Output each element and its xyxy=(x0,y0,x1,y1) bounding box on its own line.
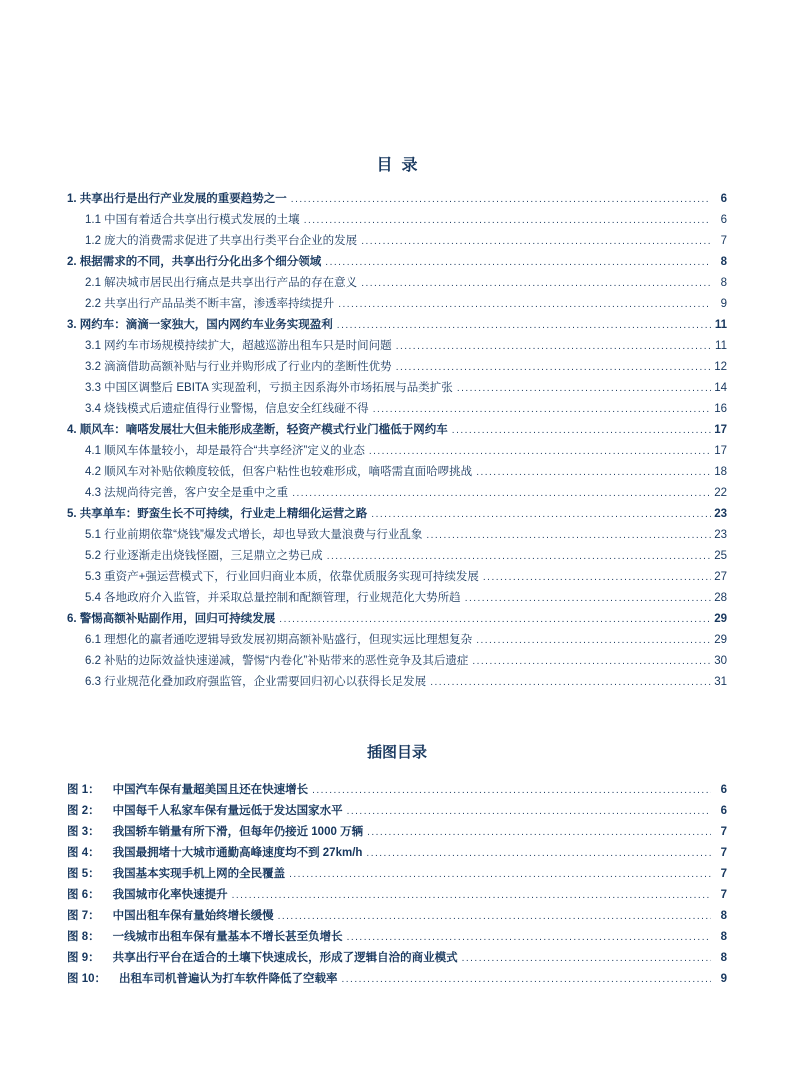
toc-entry[interactable] xyxy=(67,441,727,462)
leader-dots xyxy=(342,969,712,990)
toc-entry[interactable] xyxy=(67,378,727,399)
toc-entry-page-number: 28 xyxy=(714,592,727,604)
toc-entry-label: 3.1 网约车市场规模持续扩大，超越巡游出租车只是时间问题 xyxy=(85,340,392,352)
toc-entry-label: 5.1 行业前期依靠“烧钱”爆发式增长，却也导致大量浪费与行业乱象 xyxy=(85,529,423,541)
leader-dots xyxy=(426,525,711,546)
toc-entry-page-number: 8 xyxy=(720,256,727,268)
leader-dots xyxy=(361,231,711,252)
toc-entry-page-number: 29 xyxy=(714,613,727,625)
toc-entry-label: 4.2 顺风车对补贴依赖度较低，但客户粘性也较难形成，嘀嗒需直面哈啰挑战 xyxy=(85,466,473,478)
figure-entry-page-number: 7 xyxy=(720,868,727,880)
toc-entry[interactable] xyxy=(67,546,727,567)
figure-entry-label: 我国最拥堵十大城市通勤高峰速度均不到 27km/h xyxy=(112,847,363,859)
figure-entry[interactable] xyxy=(67,885,727,906)
figure-entry[interactable] xyxy=(67,801,727,822)
toc-entry-label: 6. 警惕高额补贴副作用，回归可持续发展 xyxy=(67,613,276,625)
leader-dots xyxy=(472,651,711,672)
toc-entry-label: 2.1 解决城市居民出行痛点是共享出行产品的存在意义 xyxy=(85,277,358,289)
leader-dots xyxy=(291,189,711,210)
figure-entry-label: 我国城市化率快速提升 xyxy=(112,889,228,901)
leader-dots xyxy=(476,630,711,651)
figure-entry[interactable] xyxy=(67,948,727,969)
figure-entry[interactable] xyxy=(67,780,727,801)
figure-entry-label: 共享出行平台在适合的土壤下快速成长，形成了逻辑自洽的商业模式 xyxy=(112,952,458,964)
leader-dots xyxy=(312,780,711,801)
toc-entry-page-number: 6 xyxy=(720,193,727,205)
figure-entry-number: 图 3： xyxy=(67,826,100,838)
leader-dots xyxy=(292,483,711,504)
toc-entry[interactable] xyxy=(67,462,727,483)
toc-entry-label: 4.1 顺风车体量较小，却是最符合“共享经济”定义的业态 xyxy=(85,445,365,457)
toc-entry[interactable] xyxy=(67,357,727,378)
figure-entry-label: 我国轿车销量有所下滑，但每年仍接近 1000 万辆 xyxy=(112,826,364,838)
leader-dots xyxy=(465,588,711,609)
toc-entry[interactable] xyxy=(67,210,727,231)
toc-entry[interactable] xyxy=(67,672,727,693)
toc-entry-label: 6.2 补贴的边际效益快速递减，警惕“内卷化”补贴带来的恶性竞争及其后遗症 xyxy=(85,655,469,667)
toc-entry-label: 3.4 烧钱模式后遗症值得行业警惕，信息安全红线碰不得 xyxy=(85,403,369,415)
toc-entry[interactable] xyxy=(67,630,727,651)
toc-entry[interactable] xyxy=(67,420,727,441)
toc-entry-label: 1. 共享出行是出行产业发展的重要趋势之一 xyxy=(67,193,287,205)
figure-entry-label: 中国出租车保有量始终增长缓慢 xyxy=(112,910,274,922)
figures-list xyxy=(67,780,727,990)
figure-entry-label: 一线城市出租车保有量基本不增长甚至负增长 xyxy=(112,931,343,943)
toc-entry-label: 5.3 重资产+强运营模式下，行业回归商业本质，依靠优质服务实现可持续发展 xyxy=(85,571,479,583)
figure-entry[interactable] xyxy=(67,906,727,927)
toc-entry-page-number: 23 xyxy=(714,508,727,520)
leader-dots xyxy=(367,822,711,843)
figure-entry-label: 中国每千人私家车保有量远低于发达国家水平 xyxy=(112,805,343,817)
toc-entry-page-number: 31 xyxy=(714,676,727,688)
toc-entry-label: 2.2 共享出行产品品类不断丰富，渗透率持续提升 xyxy=(85,298,335,310)
toc-list xyxy=(67,189,727,693)
figure-entry-number: 图 10： xyxy=(67,973,106,985)
toc-title: 目 录 xyxy=(376,157,418,174)
toc-entry-label: 6.3 行业规范化叠加政府强监管，企业需要回归初心以获得长足发展 xyxy=(85,676,427,688)
figure-entry-page-number: 7 xyxy=(720,847,727,859)
toc-entry[interactable] xyxy=(67,504,727,525)
leader-dots xyxy=(232,885,711,906)
toc-entry[interactable] xyxy=(67,294,727,315)
toc-entry[interactable] xyxy=(67,567,727,588)
toc-entry[interactable] xyxy=(67,588,727,609)
toc-entry-page-number: 27 xyxy=(714,571,727,583)
figure-entry[interactable] xyxy=(67,969,727,990)
toc-entry-label: 3.3 中国区调整后 EBITA 实现盈利，亏损主因系海外市场拓展与品类扩张 xyxy=(85,382,453,394)
toc-entry-page-number: 14 xyxy=(714,382,727,394)
toc-entry-page-number: 25 xyxy=(714,550,727,562)
toc-entry-label: 6.1 理想化的赢者通吃逻辑导致发展初期高额补贴盛行，但现实远比理想复杂 xyxy=(85,634,473,646)
leader-dots xyxy=(396,336,711,357)
figure-entry-page-number: 6 xyxy=(720,805,727,817)
figure-entry-label: 中国汽车保有量超美国且还在快速增长 xyxy=(112,784,309,796)
toc-entry-label: 4. 顺风车：嘀嗒发展壮大但未能形成垄断，轻资产模式行业门槛低于网约车 xyxy=(67,424,448,436)
toc-entry-page-number: 6 xyxy=(720,214,727,226)
leader-dots xyxy=(430,672,711,693)
figure-entry-label: 出租车司机普遍认为打车软件降低了空载率 xyxy=(119,973,338,985)
toc-entry-page-number: 22 xyxy=(714,487,727,499)
leader-dots xyxy=(452,420,711,441)
leader-dots xyxy=(371,504,711,525)
toc-entry[interactable] xyxy=(67,336,727,357)
toc-entry-label: 1.1 中国有着适合共享出行模式发展的土壤 xyxy=(85,214,300,226)
figure-entry-page-number: 8 xyxy=(720,931,727,943)
toc-entry-label: 5.4 各地政府介入监管，并采取总量控制和配额管理，行业规范化大势所趋 xyxy=(85,592,461,604)
toc-entry[interactable] xyxy=(67,231,727,252)
leader-dots xyxy=(278,906,711,927)
toc-entry-label: 1.2 庞大的消费需求促进了共享出行类平台企业的发展 xyxy=(85,235,358,247)
leader-dots xyxy=(279,609,711,630)
toc-entry[interactable] xyxy=(67,399,727,420)
figure-entry-page-number: 9 xyxy=(720,973,727,985)
figure-entry-page-number: 6 xyxy=(720,784,727,796)
figure-entry-page-number: 8 xyxy=(720,910,727,922)
figure-entry[interactable] xyxy=(67,927,727,948)
figure-entry[interactable] xyxy=(67,843,727,864)
leader-dots xyxy=(304,210,711,231)
leader-dots xyxy=(347,927,711,948)
toc-entry-label: 5. 共享单车：野蛮生长不可持续，行业走上精细化运营之路 xyxy=(67,508,368,520)
figure-entry[interactable] xyxy=(67,864,727,885)
figure-entry-number: 图 5： xyxy=(67,868,100,880)
toc-entry-label: 3. 网约车：滴滴一家独大，国内网约车业务实现盈利 xyxy=(67,319,333,331)
leader-dots xyxy=(361,273,711,294)
toc-entry-label: 5.2 行业逐渐走出烧钱怪圈，三足鼎立之势已成 xyxy=(85,550,323,562)
leader-dots xyxy=(476,462,711,483)
leader-dots xyxy=(337,315,711,336)
toc-entry[interactable] xyxy=(67,609,727,630)
toc-entry[interactable] xyxy=(67,525,727,546)
leader-dots xyxy=(289,864,711,885)
toc-entry-page-number: 12 xyxy=(714,361,727,373)
leader-dots xyxy=(347,801,711,822)
figure-entry-label: 我国基本实现手机上网的全民覆盖 xyxy=(112,868,286,880)
toc-entry-page-number: 17 xyxy=(714,424,727,436)
toc-entry-page-number: 16 xyxy=(714,403,727,415)
toc-entry-label: 3.2 滴滴借助高额补贴与行业并购形成了行业内的垄断性优势 xyxy=(85,361,392,373)
leader-dots xyxy=(396,357,711,378)
figure-entry-number: 图 6： xyxy=(67,889,100,901)
toc-entry[interactable] xyxy=(67,483,727,504)
toc-entry-page-number: 18 xyxy=(714,466,727,478)
leader-dots xyxy=(338,294,711,315)
toc-entry[interactable] xyxy=(67,651,727,672)
figure-entry-page-number: 7 xyxy=(720,826,727,838)
leader-dots xyxy=(366,843,711,864)
toc-entry-page-number: 29 xyxy=(714,634,727,646)
leader-dots xyxy=(327,546,711,567)
toc-entry-label: 2. 根据需求的不同，共享出行分化出多个细分领域 xyxy=(67,256,322,268)
leader-dots xyxy=(373,399,711,420)
leader-dots xyxy=(369,441,711,462)
toc-entry-page-number: 30 xyxy=(714,655,727,667)
toc-entry-page-number: 9 xyxy=(720,298,727,310)
toc-entry-page-number: 17 xyxy=(714,445,727,457)
toc-entry-page-number: 8 xyxy=(720,277,727,289)
toc-entry-page-number: 11 xyxy=(714,319,727,331)
figure-entry-number: 图 2： xyxy=(67,805,100,817)
toc-entry[interactable] xyxy=(67,189,727,210)
toc-entry-page-number: 7 xyxy=(720,235,727,247)
figure-entry-number: 图 1： xyxy=(67,784,100,796)
toc-entry[interactable] xyxy=(67,315,727,336)
toc-entry[interactable] xyxy=(67,252,727,273)
figure-entry-page-number: 7 xyxy=(720,889,727,901)
leader-dots xyxy=(462,948,711,969)
figure-entry-number: 图 8： xyxy=(67,931,100,943)
leader-dots xyxy=(483,567,711,588)
toc-entry-page-number: 11 xyxy=(715,340,727,352)
figure-entry-page-number: 8 xyxy=(720,952,727,964)
toc-entry[interactable] xyxy=(67,273,727,294)
figures-title: 插图目录 xyxy=(366,744,427,761)
figure-entry-number: 图 7： xyxy=(67,910,100,922)
toc-entry-label: 4.3 法规尚待完善，客户安全是重中之重 xyxy=(85,487,289,499)
leader-dots xyxy=(325,252,711,273)
figure-entry-number: 图 4： xyxy=(67,847,100,859)
toc-entry-page-number: 23 xyxy=(714,529,727,541)
leader-dots xyxy=(457,378,711,399)
figure-entry[interactable] xyxy=(67,822,727,843)
figure-entry-number: 图 9： xyxy=(67,952,100,964)
